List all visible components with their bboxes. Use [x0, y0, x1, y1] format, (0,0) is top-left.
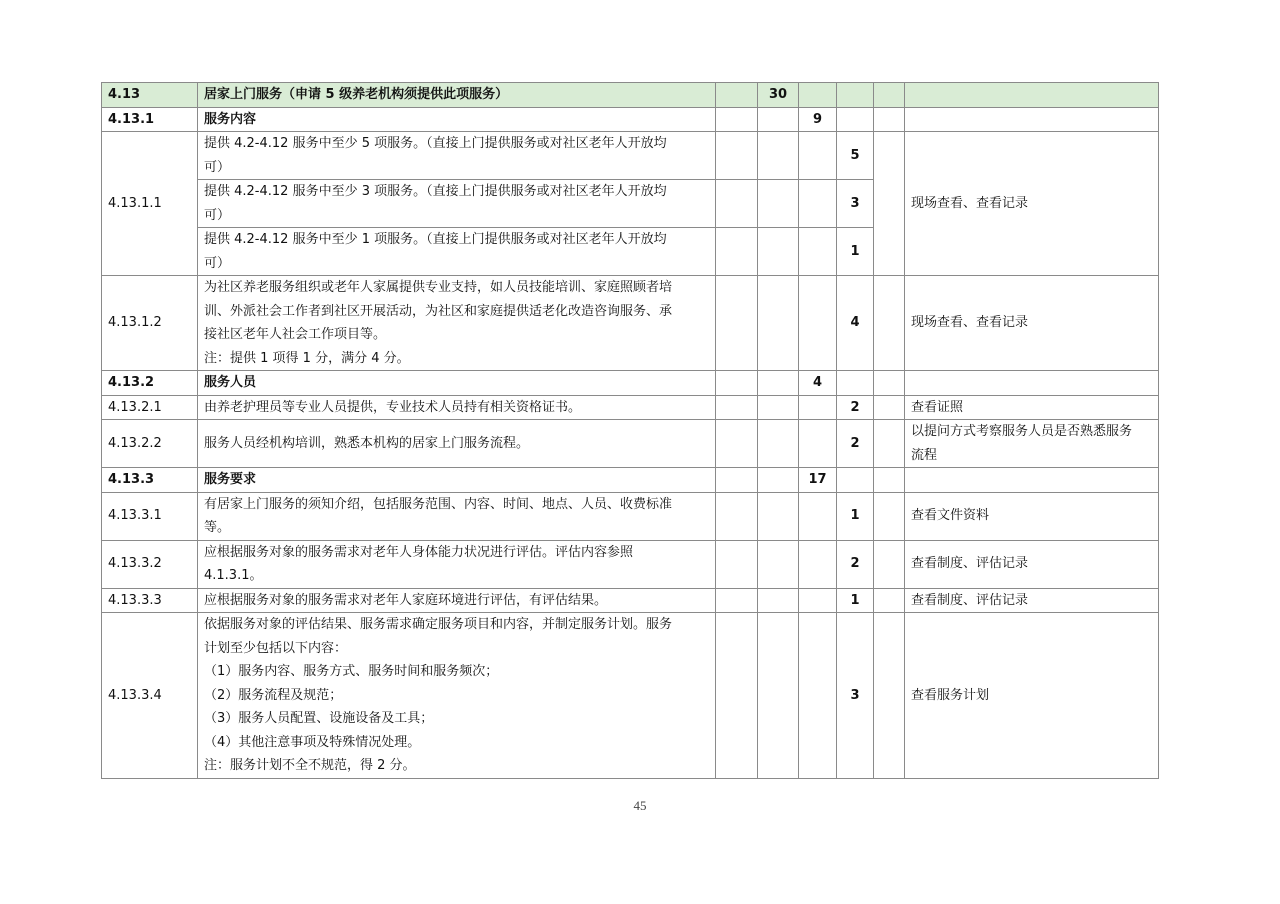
section-score: 17	[799, 468, 837, 493]
page-number: 45	[633, 798, 647, 813]
table-row	[102, 276, 1159, 371]
item-code: 4.13.1.1	[102, 132, 198, 276]
item-text: 服务人员经机构培训，熟悉本机构的居家上门服务流程。	[198, 420, 716, 468]
item-code: 4.13.1.2	[102, 276, 198, 371]
table-row	[102, 492, 1159, 540]
check-method: 现场查看、查看记录	[905, 132, 1159, 276]
item-points: 2	[837, 395, 874, 420]
table-row	[102, 588, 1159, 613]
item-text: 应根据服务对象的服务需求对老年人家庭环境进行评估，有评估结果。	[198, 588, 716, 613]
check-method: 查看文件资料	[905, 492, 1159, 540]
item-text: 由养老护理员等专业人员提供，专业技术人员持有相关资格证书。	[198, 395, 716, 420]
check-method: 查看制度、评估记录	[905, 540, 1159, 588]
item-text: 提供 4.2-4.12 服务中至少 3 项服务。（直接上门提供服务或对社区老年人开放均 可）	[198, 180, 716, 228]
item-text: 有居家上门服务的须知介绍，包括服务范围、内容、时间、地点、人员、收费标准 等。	[198, 492, 716, 540]
item-points: 3	[837, 613, 874, 779]
item-points: 1	[837, 588, 874, 613]
item-text: 提供 4.2-4.12 服务中至少 1 项服务。（直接上门提供服务或对社区老年人开放均 可）	[198, 228, 716, 276]
item-code: 4.13.3.4	[102, 613, 198, 779]
table-row	[102, 132, 1159, 180]
check-method: 查看证照	[905, 395, 1159, 420]
item-code: 4.13.3.2	[102, 540, 198, 588]
item-text: 应根据服务对象的服务需求对老年人身体能力状况进行评估。评估内容参照 4.1.3.1。	[198, 540, 716, 588]
section-code: 4.13.1	[102, 107, 198, 132]
item-points: 2	[837, 540, 874, 588]
check-method: 现场查看、查看记录	[905, 276, 1159, 371]
item-code: 4.13.2.2	[102, 420, 198, 468]
item-code: 4.13	[102, 83, 198, 108]
table-row-section	[102, 468, 1159, 493]
item-points: 5	[837, 132, 874, 180]
item-title: 居家上门服务（申请 5 级养老机构须提供此项服务）	[198, 83, 716, 108]
item-points: 1	[837, 492, 874, 540]
table-row	[102, 395, 1159, 420]
section-code: 4.13.2	[102, 371, 198, 396]
item-points: 3	[837, 180, 874, 228]
section-title: 服务内容	[198, 107, 716, 132]
section-score: 9	[799, 107, 837, 132]
check-method: 查看服务计划	[905, 613, 1159, 779]
item-text: 提供 4.2-4.12 服务中至少 5 项服务。（直接上门提供服务或对社区老年人开放均 可）	[198, 132, 716, 180]
section-title: 服务要求	[198, 468, 716, 493]
table-row-section	[102, 107, 1159, 132]
item-text: 依据服务对象的评估结果、服务需求确定服务项目和内容，并制定服务计划。服务 计划至少包括以下内容： （1）服务内容、服务方式、服务时间和服务频次； （2）服务流程及规范； （3）服务人员配置、设施设备及工具； （4）其他注意事项及特殊情况处理。 注：服务计划不全不规范，得 2 分。	[198, 613, 716, 779]
table-row	[102, 613, 1159, 779]
table-row	[102, 420, 1159, 468]
item-points: 1	[837, 228, 874, 276]
section-code: 4.13.3	[102, 468, 198, 493]
item-points: 2	[837, 420, 874, 468]
check-method: 查看制度、评估记录	[905, 588, 1159, 613]
item-points: 4	[837, 276, 874, 371]
table-row-section	[102, 371, 1159, 396]
item-text: 为社区养老服务组织或老年人家属提供专业支持，如人员技能培训、家庭照顾者培 训、外派社会工作者到社区开展活动，为社区和家庭提供适老化改造咨询服务、承 接社区老年人社会工作项目等。 注：提供 1 项得 1 分，满分 4 分。	[198, 276, 716, 371]
item-code: 4.13.2.1	[102, 395, 198, 420]
evaluation-table	[101, 82, 1159, 779]
check-method: 以提问方式考察服务人员是否熟悉服务 流程	[905, 420, 1159, 468]
section-score: 4	[799, 371, 837, 396]
item-code: 4.13.3.1	[102, 492, 198, 540]
table-row-header	[102, 83, 1159, 108]
table-row	[102, 540, 1159, 588]
item-code: 4.13.3.3	[102, 588, 198, 613]
item-score: 30	[758, 83, 799, 108]
section-title: 服务人员	[198, 371, 716, 396]
